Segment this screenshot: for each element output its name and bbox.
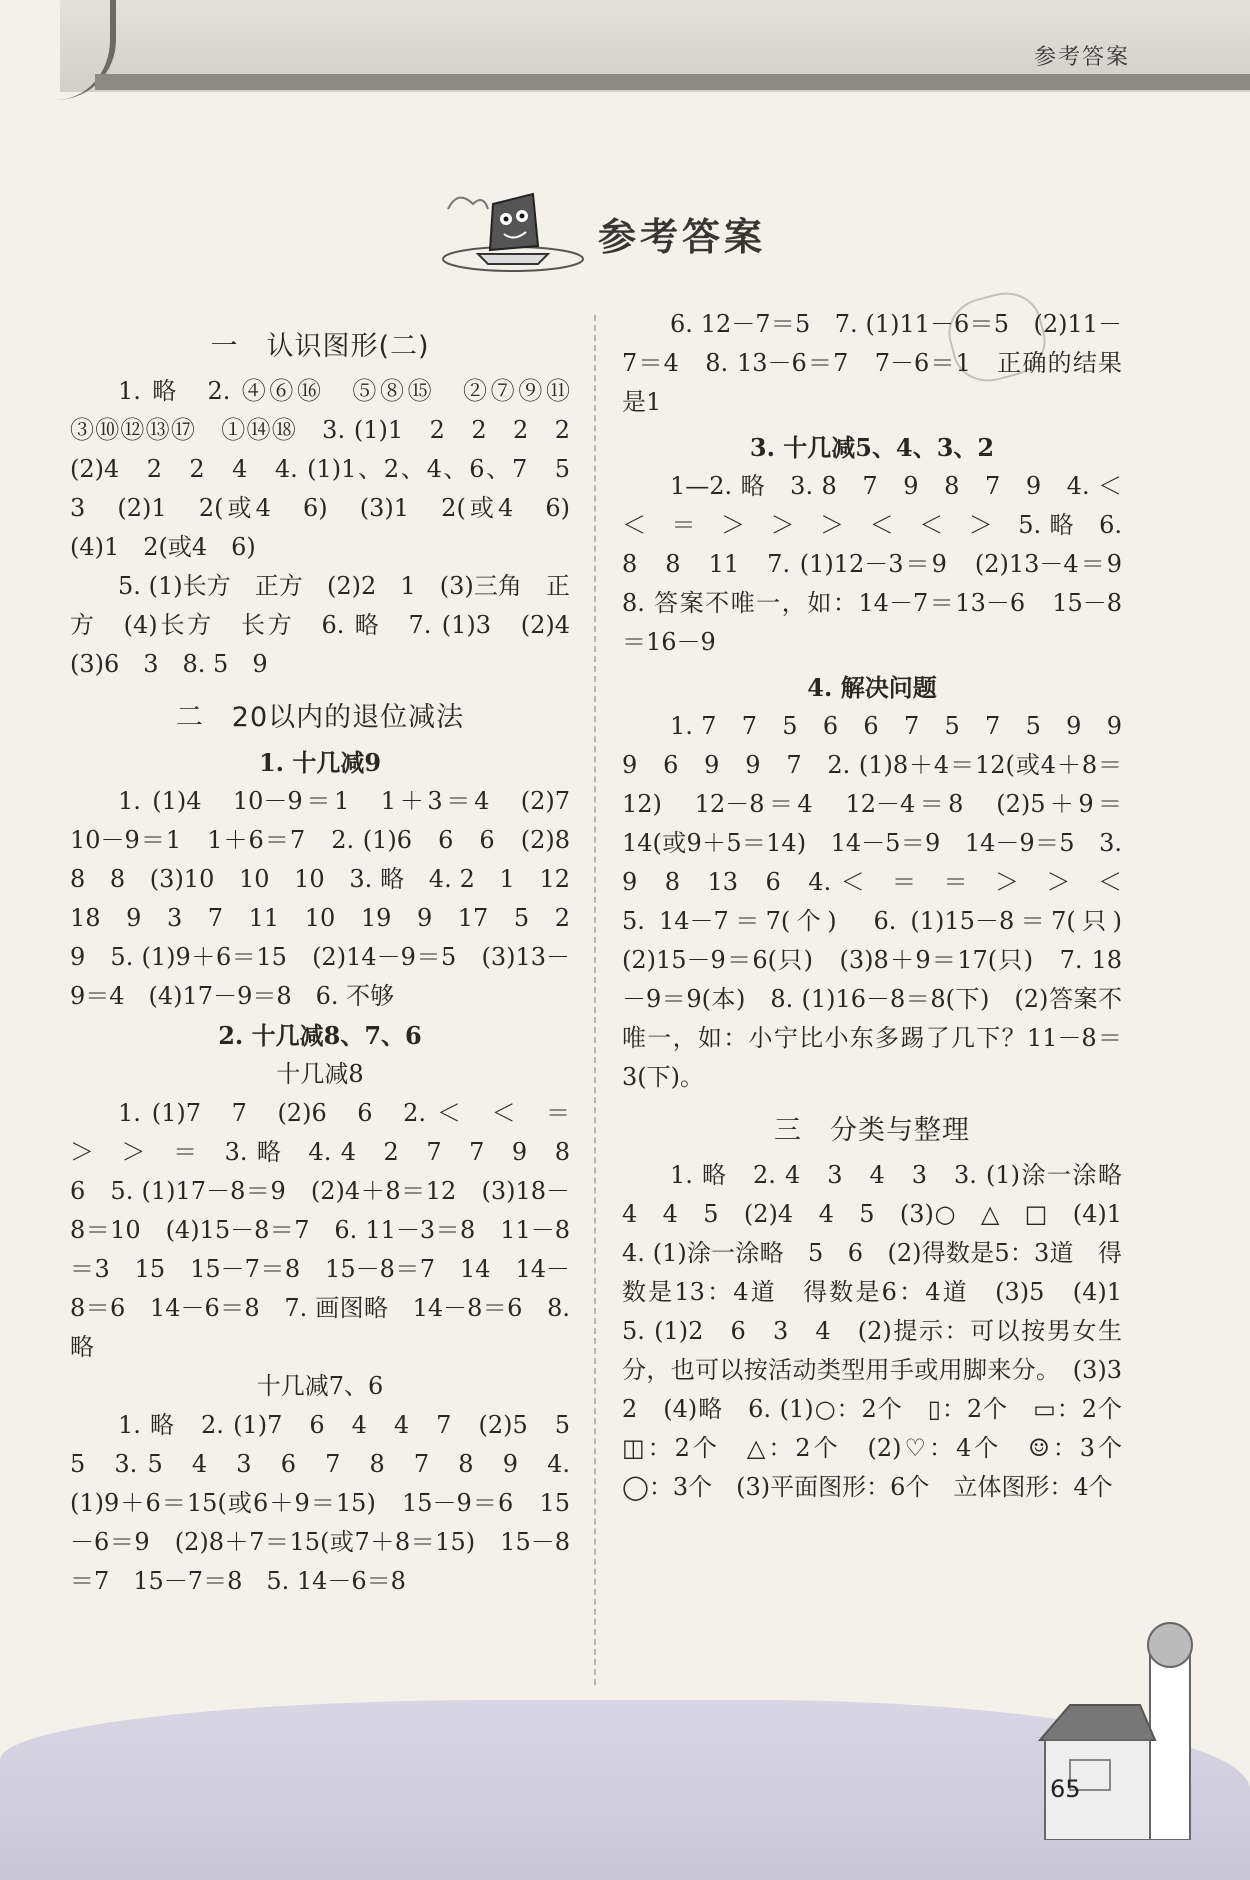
left-column: [70, 325, 594, 1601]
answer-paragraph: 1. (1)4 10－9＝1 1＋3＝4 (2)7 10－9＝1 1＋6＝7 2. (1)6 6 6 (2)8 8 8 (3)10 10 10 3. 略 4. 2 1 12 18 9 3 7 11 10 19 9 17 5 2 9 5. (1)9＋6＝15 (2)14－9＝5 (3)13－9＝4 (4)17－9＝8 6. 不够: [70, 787, 594, 1010]
right-column: [622, 305, 1146, 1507]
running-header: 参考答案: [1033, 45, 1130, 70]
answer-paragraph: 6. 12－7＝5 7. (1)11－6＝5 (2)11－7＝4 8. 13－6＝7 7－6＝1 正确的结果是1: [622, 310, 1122, 416]
column-divider: [594, 315, 596, 1685]
page-title: 参考答案: [598, 215, 767, 259]
answer-paragraph: 1—2. 略 3. 8 7 9 8 7 9 4. ＜ ＜ ＝ ＞ ＞ ＞ ＜ ＜ ＞ 5. 略 6. 8 8 11 7. (1)12－3＝9 (2)13－4＝9 8. 答案不唯一，如：14－7＝13－6 15－8＝16－9: [622, 472, 1146, 656]
topic-heading: 十几减8: [276, 1060, 364, 1088]
header-stripe: [95, 74, 1250, 90]
answer-paragraph: 1. (1)7 7 (2)6 6 2. ＜ ＜ ＝ ＞ ＞ ＝ 3. 略 4. 4 2 7 7 9 8 6 5. (1)17－8＝9 (2)4＋8＝12 (3)18－8＝10 (4)15－8＝7 6. 11－3＝8 11－8＝3 15 15－7＝8 15－8＝7 14 14－8＝6 14－6＝8 7. 画图略 14－8＝6 8. 略: [70, 1099, 594, 1361]
section-heading: 一 认识图形(二): [210, 331, 430, 362]
answer-paragraph: 1. 7 7 5 6 6 7 5 7 5 9 9 9 6 9 9 7 2. (1)8＋4＝12(或4＋8＝12) 12－8＝4 12－4＝8 (2)5＋9＝14(或9＋5＝14) 14－5＝9 14－9＝5 3. 9 8 13 6 4. ＜ ＝ ＝ ＞ ＞ ＜ 5. 14－7＝7(个) 6. (1)15－8＝7(只) (2)15－9＝6(只) (3)8＋9＝17(只) 7. 18－9＝9(本) 8. (1)16－8＝8(下) (2)答案不唯一，如：小宁比小东多踢了几下？11－8＝3(下)。: [622, 712, 1146, 1091]
subsection-heading: 3. 十几减5、4、3、2: [749, 433, 995, 462]
subsection-heading: 4. 解决问题: [807, 673, 937, 702]
section-heading: 三 分类与整理: [774, 1115, 970, 1146]
page-number: 65: [1050, 1775, 1081, 1803]
section-heading: 二 20以内的退位减法: [175, 702, 465, 733]
answer-paragraph: 1. 略 2. 4 3 4 3 3. (1)涂一涂略 4 4 5 (2)4 4 5 (3)○ △ □ (4)1 4. (1)涂一涂略 5 6 (2)得数是5：3道 得数是13：4道 得数是6：4道 (3)5 (4)1 5. (1)2 6 3 4 (2)提示：可以按男女生分，也可以按活动类型用手或用脚来分。 (3)3 2 (4)略 6. (1)○：2个 ▯：2个 ▭：2个 ◫：2个 △：2个 (2)♡：4个 ☺：3个 ◯：3个 (3)平面图形：6个 立体图形：4个: [622, 1161, 1146, 1501]
answer-paragraph: 5. (1)长方 正方 (2)2 1 (3)三角 正方 (4)长方 长方 6. 略 7. (1)3 (2)4 (3)6 3 8. 5 9: [70, 572, 594, 678]
subsection-heading: 2. 十几减8、7、6: [218, 1021, 422, 1050]
answer-paragraph: 1. 略 2. ④⑥⑯ ⑤⑧⑮ ②⑦⑨⑪ ③⑩⑫⑬⑰ ①⑭⑱ 3. (1)1 2 2 2 2 (2)4 2 2 4 4. (1)1、2、4、6、7 5 3 (2)1 2(或4 6) (3)1 2(或4 6) (4)1 2(或4 6): [70, 377, 594, 561]
sailboat-mascot-icon: [438, 184, 588, 274]
answer-paragraph: 1. 略 2. (1)7 6 4 4 7 (2)5 5 5 3. 5 4 3 6 7 8 7 8 9 4. (1)9＋6＝15(或6＋9＝15) 15－9＝6 15－6＝9 (2)8＋7＝15(或7＋8＝15) 15－8＝7 15－7＝8 5. 14－6＝8: [70, 1411, 594, 1595]
subsection-heading: 1. 十几减9: [258, 748, 382, 777]
topic-heading: 十几减7、6: [256, 1372, 384, 1400]
